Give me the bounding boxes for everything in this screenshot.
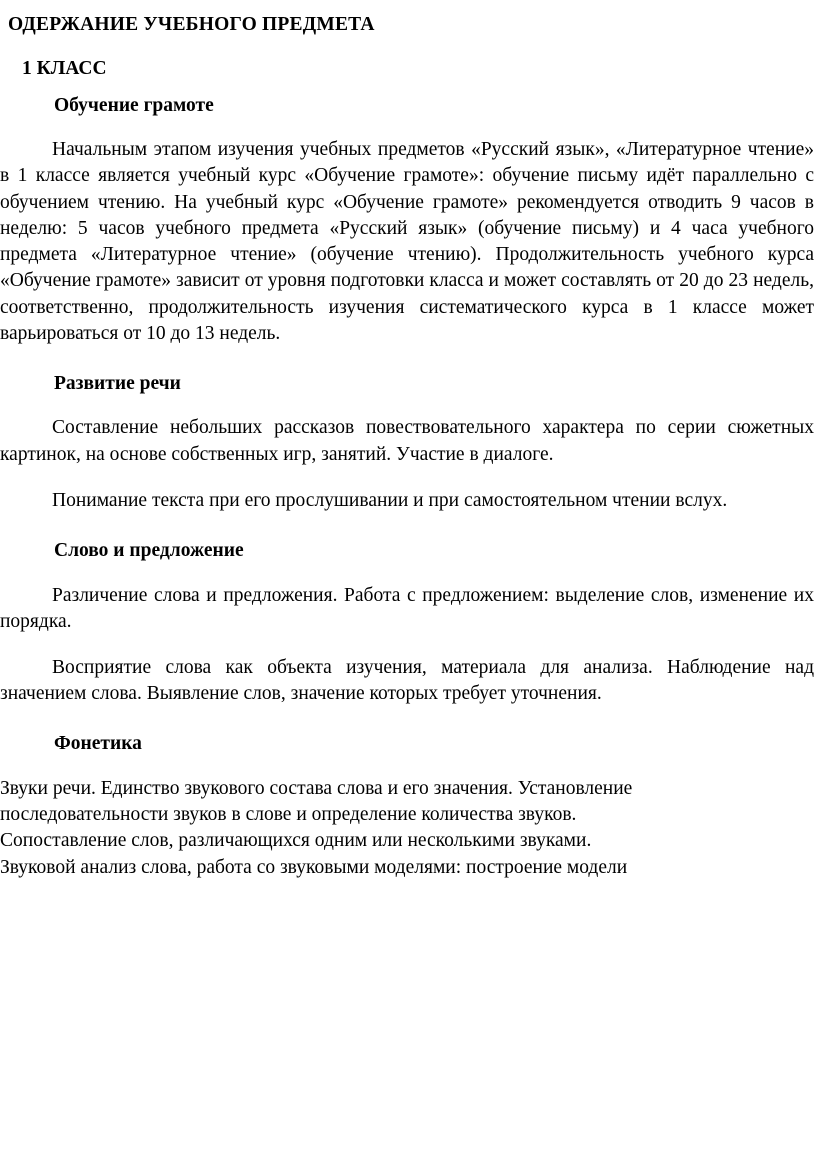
paragraph-rech-2: Понимание текста при его прослушивании и при самостоятельном чтении вслух. [52,489,728,511]
heading-class: 1 КЛАСС [22,58,107,80]
fonetika-line-3: Сопоставление слов, различающихся одним или несколькими звуками. [0,830,592,852]
paragraph-rech-1: Составление небольших рассказов повествовательного характера по серии сюжетных картинок, на основе собственных игр, занятий. Участие в диалоге. [0,417,814,465]
heading-fonetika: Фонетика [54,733,142,755]
paragraph-gramote-1: Начальным этапом изучения учебных предметов «Русский язык», «Литературное чтение» в 1 классе является учебный курс «Обучение грамоте»: обучение письму идёт параллельно с обучением чтению. На учебный курс «Обучение грамоте» рекомендуется отводить 9 часов в неделю: 5 часов учебного предмета «Русский язык» (обучение письму) и 4 часа учебного предмета «Литературное чтение» (обучение чтению). Продолжительность учебного курса «Обучение грамоте» зависит от уровня подготовки класса и может составлять от 20 до 23 недель, соответственно, продолжительность изучения систематического курса в 1 классе может варьироваться от 10 до 13 недель. [0,139,814,344]
page-title: ОДЕРЖАНИЕ УЧЕБНОГО ПРЕДМЕТА [8,14,375,35]
heading-razvitie-rechi: Развитие речи [54,373,181,395]
fonetika-text-block [0,776,816,881]
heading-slovo-i-predlozhenie: Слово и предложение [54,540,244,562]
paragraph-slovo-1: Различение слова и предложения. Работа с предложением: выделение слов, изменение их порядка. [0,584,814,632]
fonetika-line-4: Звуковой анализ слова, работа со звуковыми моделями: построение модели [0,856,628,878]
paragraph-slovo-2: Восприятие слова как объекта изучения, материала для анализа. Наблюдение над значением слова. Выявление слов, значение которых требует уточнения. [0,656,814,705]
heading-obuchenie-gramote: Обучение грамоте [54,94,214,116]
fonetika-line-2: последовательности звуков в слове и определение количества звуков. [0,804,577,826]
fonetika-line-1: Звуки речи. Единство звукового состава слова и его значения. Установление [0,777,633,799]
